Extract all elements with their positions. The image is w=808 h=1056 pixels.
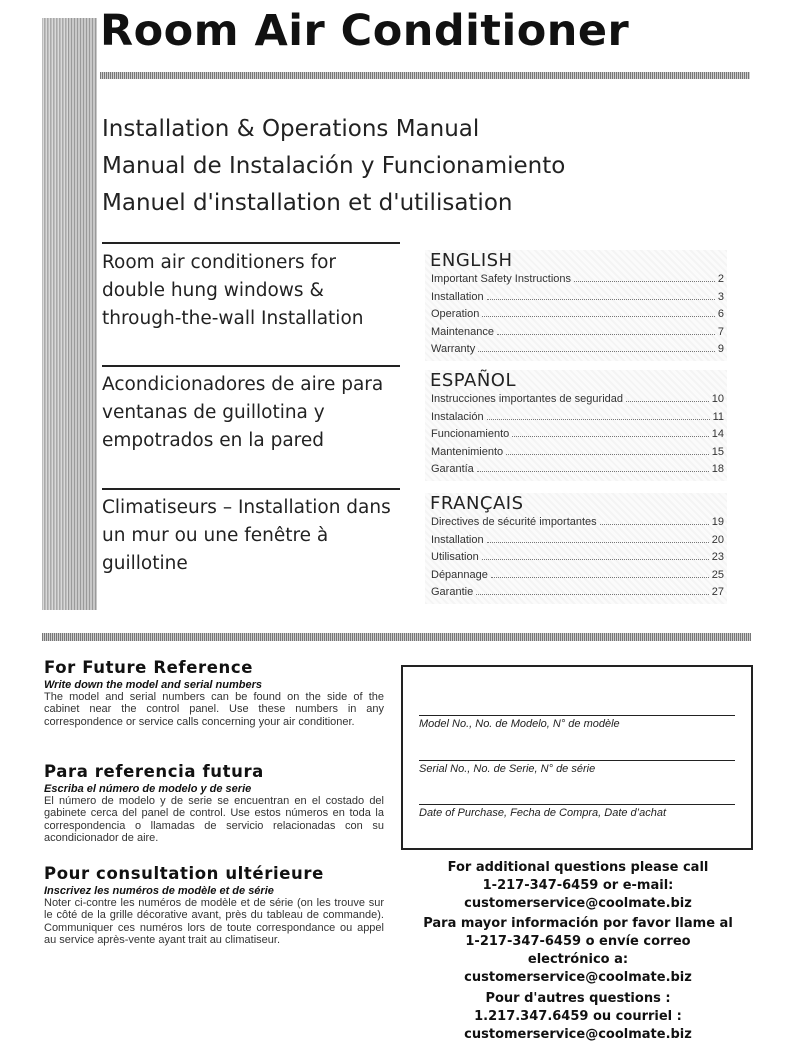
document-title: Room Air Conditioner — [100, 6, 630, 56]
reference-body: The model and serial numbers can be found on the side of the cabinet near the control panel. Use these numbers in any correspondence or service calls concerning your air conditioner. — [44, 691, 384, 728]
contact-phone[interactable]: 1-217-347-6459 o envíe correo — [465, 934, 691, 949]
toc-entry[interactable]: Instrucciones importantes de seguridad 10 — [431, 393, 724, 405]
contact-line: Pour d'autres questions : — [485, 991, 671, 1006]
toc-entry[interactable]: Installation 3 — [431, 290, 724, 303]
reference-subheading: Write down the model and serial numbers — [44, 679, 263, 691]
reference-subheading: Inscrivez les numéros de modèle et de série — [44, 885, 274, 897]
reference-body: El número de modelo y de serie se encuentran en el costado del gabinete cerca del panel de control. Use estos números en toda la correspondencia o llamadas de servicio relacionadas con su acondicionador de aire. — [44, 795, 384, 845]
subtitle-spanish: Manual de Instalación y Funcionamiento — [102, 153, 566, 179]
section-divider — [42, 633, 751, 641]
contact-email[interactable]: customerservice@coolmate.biz — [464, 896, 692, 911]
toc-entry[interactable]: Directives de sécurité importantes 19 — [431, 516, 724, 528]
section-rule — [102, 488, 400, 490]
toc-entry[interactable]: Mantenimiento 15 — [431, 445, 724, 458]
toc-entry[interactable]: Installation 20 — [431, 533, 724, 546]
reference-subheading: Escriba el número de modelo y de serie — [44, 783, 252, 795]
toc-heading: FRANÇAIS — [430, 493, 524, 514]
toc-heading: ENGLISH — [430, 250, 513, 271]
contact-email[interactable]: customerservice@coolmate.biz — [464, 1027, 692, 1042]
description-french: Climatiseurs – Installation dans un mur ou une fenêtre à guillotine — [102, 497, 391, 574]
contact-french — [396, 990, 760, 1044]
contact-spanish — [396, 915, 760, 987]
reference-french — [44, 864, 384, 947]
contact-phone[interactable]: 1.217.347.6459 ou courriel : — [474, 1009, 682, 1024]
toc-spanish — [425, 370, 727, 481]
toc-entry[interactable]: Garantía 18 — [431, 463, 724, 476]
toc-entry[interactable]: Instalación 11 — [431, 410, 724, 423]
toc-entry[interactable]: Garantie 27 — [431, 586, 724, 599]
contact-english — [396, 859, 760, 913]
description-spanish: Acondicionadores de aire para ventanas de guillotina y empotrados en la pared — [102, 374, 384, 451]
contact-email[interactable]: customerservice@coolmate.biz — [464, 970, 692, 985]
section-rule — [102, 242, 400, 244]
toc-entry[interactable]: Funcionamiento 14 — [431, 428, 724, 441]
contact-phone[interactable]: 1-217-347-6459 or e-mail: — [482, 878, 674, 893]
model-number-field[interactable]: Model No., No. de Modelo, N° de modèle — [419, 715, 735, 730]
contact-line: electrónico a: — [527, 952, 629, 967]
reference-heading: For Future Reference — [44, 658, 254, 677]
record-box — [401, 665, 753, 850]
title-divider — [100, 72, 750, 79]
purchase-date-field[interactable]: Date of Purchase, Fecha de Compra, Date d’achat — [419, 804, 735, 819]
reference-heading: Para referencia futura — [44, 762, 264, 781]
section-rule — [102, 365, 400, 367]
subtitle-french: Manuel d'installation et d'utilisation — [102, 190, 513, 216]
serial-number-field[interactable]: Serial No., No. de Serie, N° de série — [419, 760, 735, 775]
reference-spanish — [44, 762, 384, 845]
reference-english — [44, 658, 384, 728]
toc-entry[interactable]: Important Safety Instructions 2 — [431, 273, 724, 285]
toc-entry[interactable]: Maintenance 7 — [431, 325, 724, 338]
reference-body: Noter ci-contre les numéros de modèle et de série (on les trouve sur le côté de la grille décorative avant, près du tableau de commande). Communiquer ces numéros lors de toute correspondance ou appel au service après-vente ayant trait au climatiseur. — [44, 897, 384, 947]
toc-heading: ESPAÑOL — [430, 370, 516, 391]
contact-line: Para mayor información por favor llame al — [423, 916, 733, 931]
subtitle-english: Installation & Operations Manual — [102, 116, 480, 142]
toc-entry[interactable]: Operation 6 — [431, 308, 724, 321]
reference-heading: Pour consultation ultérieure — [44, 864, 324, 883]
toc-entry[interactable]: Warranty 9 — [431, 343, 724, 356]
decorative-side-band — [42, 18, 97, 610]
toc-english — [425, 250, 727, 361]
contact-line: For additional questions please call — [447, 860, 709, 875]
toc-entry[interactable]: Utilisation 23 — [431, 551, 724, 564]
toc-french — [425, 493, 727, 604]
toc-entry[interactable]: Dépannage 25 — [431, 568, 724, 581]
description-english: Room air conditioners for double hung windows & through-the-wall Installation — [102, 252, 364, 329]
